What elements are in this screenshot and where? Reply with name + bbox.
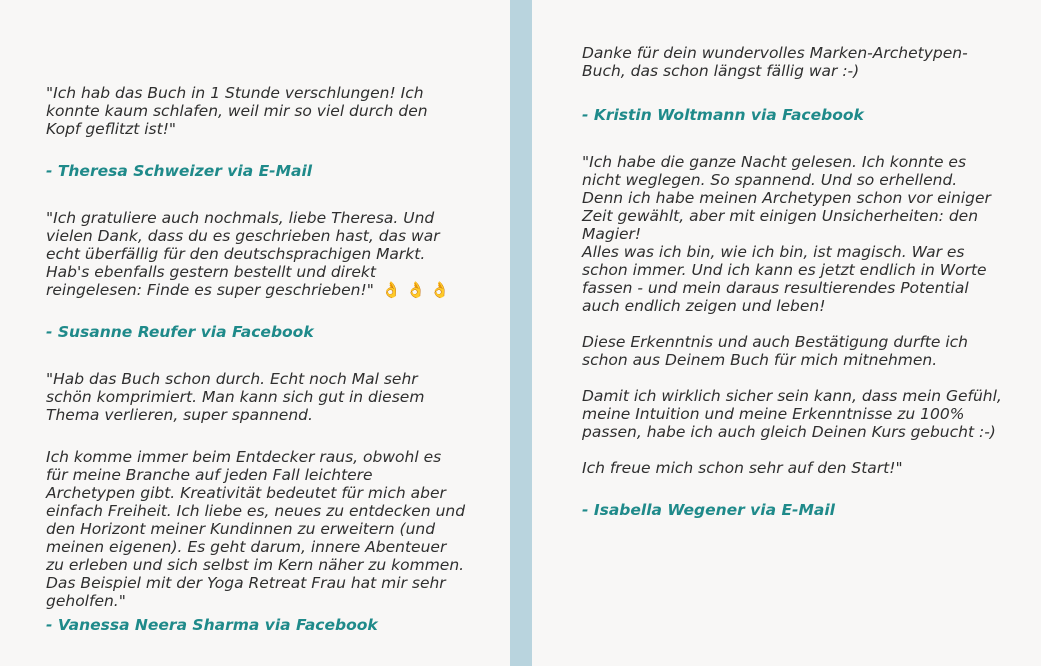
testimonial-author-vanessa: - Vanessa Neera Sharma via Facebook — [46, 616, 378, 634]
testimonial-quote-susanne — [46, 209, 466, 299]
testimonial-quote-vanessa-part1: "Hab das Buch schon durch. Echt noch Mal sehr schön komprimiert. Man kann sich gut in diesem Thema verlieren, super spannend. — [46, 370, 425, 424]
testimonial-quote-isabella-part5: Ich freue mich schon sehr auf den Start!" — [582, 459, 903, 477]
testimonial-author-isabella: - Isabella Wegener via E-Mail — [582, 501, 835, 519]
testimonial-author-theresa: - Theresa Schweizer via E-Mail — [46, 162, 313, 180]
ok-hand-emoji-icon: 👌 👌 👌 — [381, 281, 450, 299]
testimonial-quote-theresa: "Ich hab das Buch in 1 Stunde verschlungen! Ich konnte kaum schlafen, weil mir so viel durch den Kopf geflitzt ist!" — [46, 84, 428, 138]
testimonial-quote-isabella-part1: "Ich habe die ganze Nacht gelesen. Ich konnte es nicht weglegen. So spannend. Und so erhellend. Denn ich habe meinen Archetypen schon vor einiger Zeit gewählt, aber mit einigen Unsicherheiten: den Magier! — [582, 153, 991, 243]
testimonial-quote-kristin: Danke für dein wundervolles Marken-Archetypen-Buch, das schon längst fällig war :-) — [582, 44, 968, 80]
column-divider — [510, 0, 532, 666]
testimonial-quote-isabella-part3: Diese Erkenntnis und auch Bestätigung durfte ich schon aus Deinem Buch für mich mitnehmen. — [582, 333, 969, 369]
testimonial-author-susanne: - Susanne Reufer via Facebook — [46, 323, 314, 341]
testimonial-quote-susanne-text: "Ich gratuliere auch nochmals, liebe Theresa. Und vielen Dank, dass du es geschrieben hast, das war echt überfällig für den deutschsprachigen Markt. Hab's ebenfalls gestern bestellt und direkt reingelesen: Finde es super geschrieben!" — [46, 209, 440, 299]
testimonial-author-kristin: - Kristin Woltmann via Facebook — [582, 106, 864, 124]
testimonial-quote-isabella-part4: Damit ich wirklich sicher sein kann, dass mein Gefühl, meine Intuition und meine Erkenntnisse zu 100% passen, habe ich auch gleich Deinen Kurs gebucht :-) — [582, 387, 1002, 441]
testimonial-quote-isabella-part2: Alles was ich bin, wie ich bin, ist magisch. War es schon immer. Und ich kann es jetzt endlich in Worte fassen - und mein daraus resultierendes Potential auch endlich zeigen und leben! — [582, 243, 987, 315]
testimonial-quote-vanessa-part2: Ich komme immer beim Entdecker raus, obwohl es für meine Branche auf jeden Fall leichtere Archetypen gibt. Kreativität bedeutet für mich aber einfach Freiheit. Ich liebe es, neues zu entdecken und den Horizont meiner Kundinnen zu erweitern (und meinen eigenen). Es geht darum, innere Abenteuer zu erleben und sich selbst im Kern näher zu kommen. Das Beispiel mit der Yoga Retreat Frau hat mir sehr geholfen." — [46, 448, 466, 610]
